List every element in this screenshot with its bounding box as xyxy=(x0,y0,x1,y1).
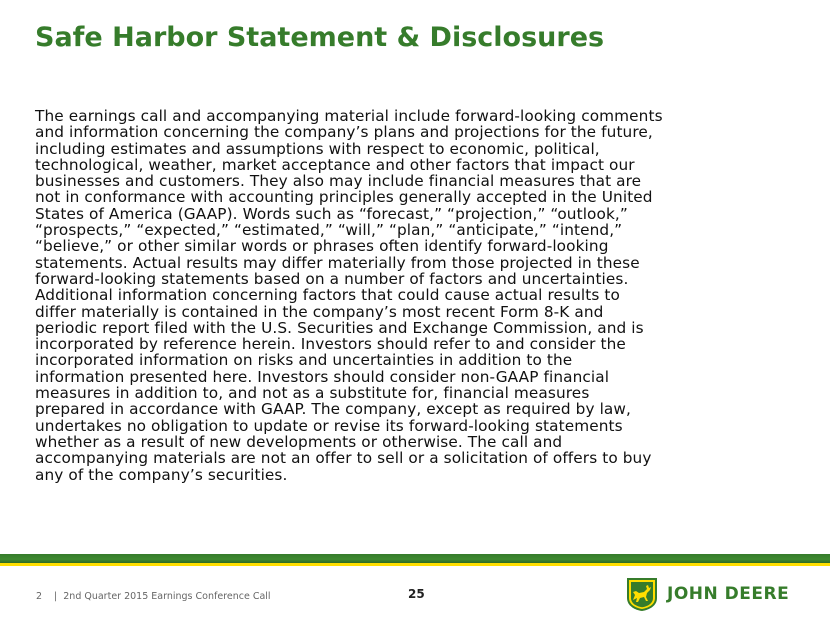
page-number: 25 xyxy=(408,587,425,601)
footer-caption xyxy=(36,591,271,602)
john-deere-logo xyxy=(625,576,789,612)
footer-green-bar xyxy=(0,554,830,563)
slide-number: 2 xyxy=(36,591,43,602)
footer-separator: | xyxy=(54,591,58,602)
slide-title: Safe Harbor Statement & Disclosures xyxy=(35,22,605,53)
event-name: 2nd Quarter 2015 Earnings Conference Call xyxy=(63,591,271,602)
logo-wordmark: JOHN DEERE xyxy=(667,584,790,604)
footer-yellow-bar xyxy=(0,563,830,566)
disclosure-body: The earnings call and accompanying material include forward-looking comments and information concerning the company’s plans and projections for the future, including estimates and assumptions with respect to economic, political, technological, weather, market acceptance and other factors that impact our businesses and customers. They also may include financial measures that are not in conformance with accounting principles generally accepted in the United States of America (GAAP). Words such as “forecast,” “projection,” “outlook,” “prospects,” “expected,” “estimated,” “will,” “plan,” “anticipate,” “intend,” “believe,” or other similar words or phrases often identify forward-looking statements. Actual results may differ materially from those projected in these forward-looking statements based on a number of factors and uncertainties. Additional information concerning factors that could cause actual results to differ materially is contained in the company’s most recent Form 8-K and periodic report filed with the U.S. Securities and Exchange Commission, and is incorporated by reference herein. Investors should refer to and consider the incorporated information on risks and uncertainties in addition to the information presented here. Investors should consider non-GAAP financial measures in addition to, and not as a substitute for, financial measures prepared in accordance with GAAP. The company, except as required by law, undertakes no obligation to update or revise its forward-looking statements whether as a result of new developments or otherwise. The call and accompanying materials are not an offer to sell or a solicitation of offers to buy any of the company’s securities. xyxy=(35,107,663,484)
deer-logo-icon xyxy=(625,576,659,612)
